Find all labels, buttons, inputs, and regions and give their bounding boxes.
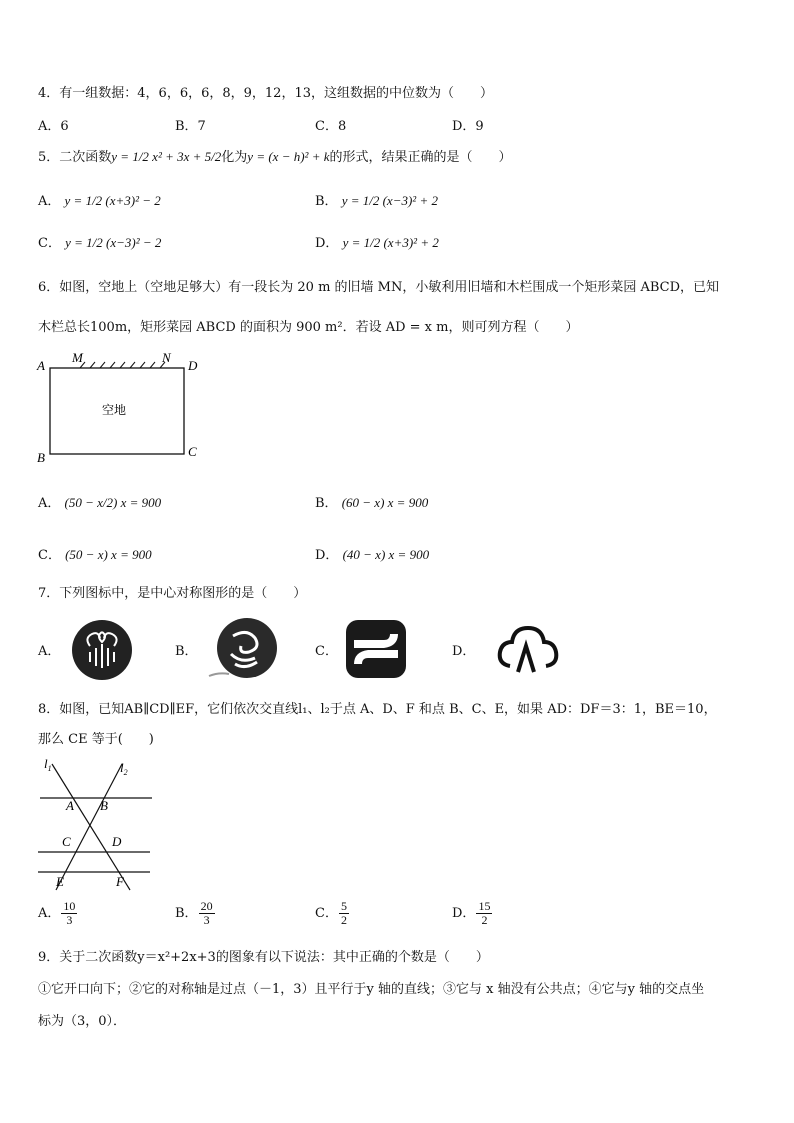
label-A: A bbox=[37, 358, 45, 373]
q6-option-c: C． (50 − x) x = 900 bbox=[38, 547, 152, 563]
label-l2: $l_2$ bbox=[120, 760, 128, 777]
label-M: M bbox=[72, 350, 83, 365]
line-l1 bbox=[52, 764, 130, 890]
label-B: B bbox=[100, 798, 108, 813]
q8-option-a: A． $\frac{10}{3}$ bbox=[38, 899, 76, 927]
q9-line1: 9．关于二次函数y＝x²+2x+3的图象有以下说法：其中正确的个数是（ ） bbox=[38, 950, 489, 965]
q7-label-b: B． bbox=[175, 644, 198, 659]
q5-option-d: D． y = 1/2 (x+3)² + 2 bbox=[315, 235, 439, 251]
q8-figure bbox=[34, 754, 158, 892]
label-N: N bbox=[162, 350, 171, 365]
q4-option-d: D．9 bbox=[452, 119, 484, 134]
q6-figure bbox=[34, 348, 214, 468]
q7-label-d: D． bbox=[452, 644, 476, 659]
label-D: D bbox=[112, 834, 122, 849]
q9-line2: ①它开口向下；②它的对称轴是过点（－1，3）且平行于y 轴的直线；③它与 x 轴没有公共点；④它与y 轴的交点坐 bbox=[38, 982, 705, 997]
q6-line1: 6．如图，空地上（空地足够大）有一段长为 20 m 的旧墙 MN，小敏利用旧墙和木栏围成一个矩形菜园 ABCD，已知 bbox=[38, 280, 720, 295]
q4-option-a: A．6 bbox=[38, 119, 69, 134]
q8-option-b: B． $\frac{20}{3}$ bbox=[175, 899, 213, 927]
line-l2 bbox=[56, 764, 122, 890]
label-F: F bbox=[116, 874, 124, 889]
label-E: E bbox=[56, 874, 64, 889]
label-C: C bbox=[62, 834, 71, 849]
q5-option-c: C． y = 1/2 (x−3)² − 2 bbox=[38, 235, 162, 251]
q6-option-b: B． (60 − x) x = 900 bbox=[315, 495, 429, 511]
q5-option-b: B． y = 1/2 (x−3)² + 2 bbox=[315, 193, 438, 209]
cloud-icon bbox=[494, 620, 560, 676]
q4-option-b: B．7 bbox=[175, 119, 206, 134]
tree-circle-icon bbox=[70, 618, 134, 682]
q5-prefix: 5．二次函数 bbox=[38, 150, 112, 165]
swirl-circle-icon bbox=[205, 614, 281, 684]
q8-line2: 那么 CE 等于( ) bbox=[38, 732, 154, 747]
q7-stem: 7．下列图标中，是中心对称图形的是（ ） bbox=[38, 586, 307, 601]
q7-label-c: C． bbox=[315, 644, 338, 659]
q5-middle: 化为 bbox=[221, 150, 248, 165]
q4-stem: 4．有一组数据：4，6，6，6，8，9，12，13，这组数据的中位数为（ ） bbox=[38, 86, 493, 101]
label-B: B bbox=[37, 450, 45, 465]
q6-option-a: A． (50 − x/2) x = 900 bbox=[38, 495, 162, 511]
q5-func: y = 1/2 x² + 3x + 5/2 bbox=[111, 149, 222, 164]
q6-line2: 木栏总长100m，矩形菜园 ABCD 的面积为 900 m²．若设 AD = x m，则可列方程（ ） bbox=[38, 320, 579, 335]
label-open-space: 空地 bbox=[102, 403, 127, 417]
label-l1: $l_1$ bbox=[44, 756, 52, 773]
q4-option-c: C．8 bbox=[315, 119, 347, 134]
q9-line3: 标为（3，0）． bbox=[38, 1014, 127, 1029]
q5-option-a: A． y = 1/2 (x+3)² − 2 bbox=[38, 193, 161, 209]
label-A: A bbox=[66, 798, 74, 813]
q7-label-a: A． bbox=[38, 644, 61, 659]
s-shape-icon bbox=[344, 618, 408, 680]
label-C: C bbox=[188, 444, 197, 459]
q5-suffix: 的形式，结果正确的是（ ） bbox=[329, 150, 512, 165]
q8-option-d: D． $\frac{15}{2}$ bbox=[452, 899, 491, 927]
q8-option-c: C． $\frac{5}{2}$ bbox=[315, 899, 347, 927]
wall-hatching bbox=[80, 362, 165, 368]
q6-option-d: D． (40 − x) x = 900 bbox=[315, 547, 430, 563]
q8-line1: 8．如图，已知AB∥CD∥EF，它们依次交直线l₁、l₂于点 A、D、F 和点 B、C、E，如果 AD：DF＝3：1，BE＝10， bbox=[38, 702, 717, 717]
q5-stem bbox=[38, 142, 512, 173]
q5-target: y = (x − h)² + k bbox=[247, 149, 330, 164]
label-D: D bbox=[188, 358, 198, 373]
